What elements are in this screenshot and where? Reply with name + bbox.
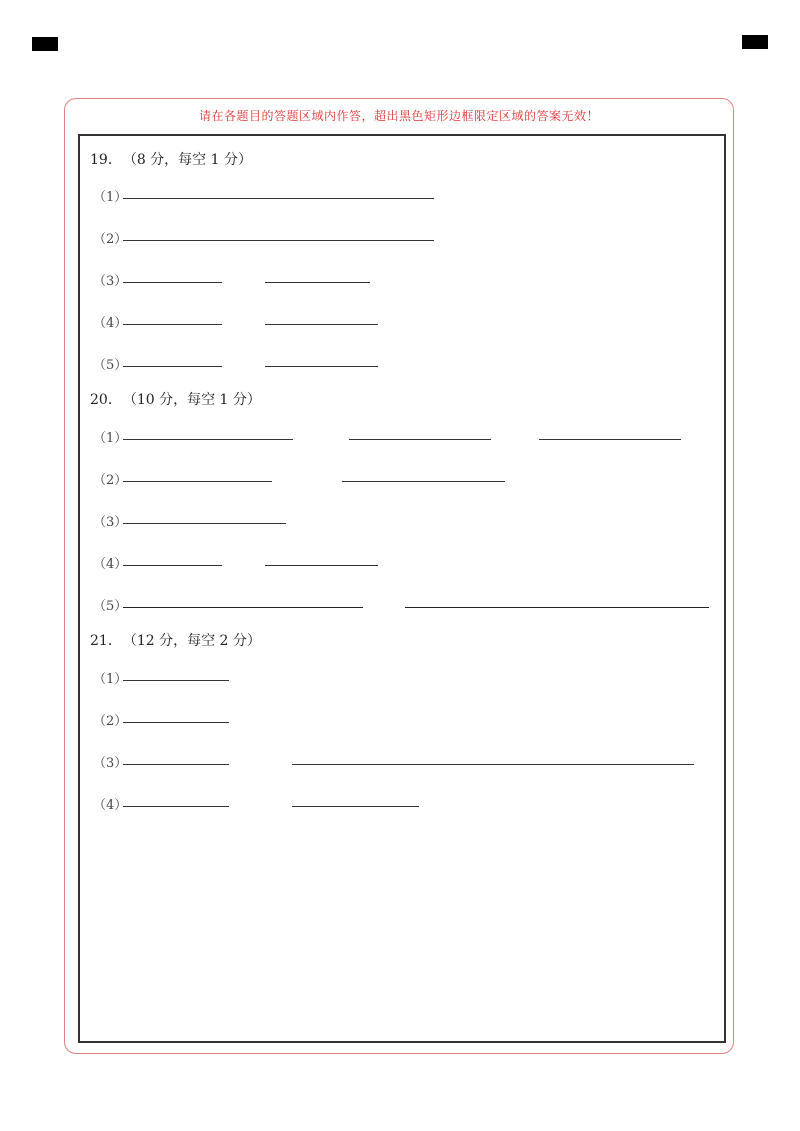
answer-blank[interactable] <box>123 511 286 524</box>
answer-blank[interactable] <box>342 469 505 482</box>
answer-blank[interactable] <box>123 469 272 482</box>
answer-blank[interactable] <box>123 710 229 723</box>
positioning-marker-right <box>742 35 768 49</box>
row-label: （3） <box>93 274 128 289</box>
positioning-marker-left <box>32 37 58 51</box>
answer-blank[interactable] <box>292 752 694 765</box>
question-number: 19． <box>90 152 122 168</box>
answer-blank[interactable] <box>123 752 229 765</box>
answer-blank[interactable] <box>349 427 491 440</box>
row-label: （3） <box>93 756 128 771</box>
question-score: （12 分，每空 2 分） <box>129 633 261 649</box>
row-label: （4） <box>93 557 128 572</box>
answer-blank[interactable] <box>123 553 222 566</box>
row-label: （4） <box>93 798 128 813</box>
answer-blank[interactable] <box>123 427 293 440</box>
answer-blank[interactable] <box>265 312 378 325</box>
answer-blank[interactable] <box>123 270 222 283</box>
row-label: （5） <box>93 358 128 373</box>
answer-blank[interactable] <box>123 312 222 325</box>
row-label: （1） <box>93 672 128 687</box>
row-label: （2） <box>93 473 128 488</box>
answer-area-notice: 请在各题目的答题区域内作答，超出黑色矩形边框限定区域的答案无效！ <box>198 109 599 123</box>
answer-blank[interactable] <box>123 228 434 241</box>
answer-blank[interactable] <box>292 794 419 807</box>
answer-blank[interactable] <box>265 354 378 367</box>
question-21-title <box>90 630 261 650</box>
answer-blank[interactable] <box>539 427 681 440</box>
row-label: （1） <box>93 431 128 446</box>
answer-blank[interactable] <box>123 595 363 608</box>
answer-blank[interactable] <box>265 270 370 283</box>
row-label: （2） <box>93 232 128 247</box>
row-label: （1） <box>93 190 128 205</box>
row-label: （5） <box>93 599 128 614</box>
question-number: 20． <box>90 392 122 408</box>
row-label: （3） <box>93 515 128 530</box>
question-score: （8 分，每空 1 分） <box>129 152 252 168</box>
question-score: （10 分，每空 1 分） <box>129 392 261 408</box>
answer-blank[interactable] <box>265 553 378 566</box>
answer-blank[interactable] <box>405 595 709 608</box>
question-number: 21． <box>90 633 122 649</box>
answer-blank[interactable] <box>123 186 434 199</box>
row-label: （4） <box>93 316 128 331</box>
row-label: （2） <box>93 714 128 729</box>
question-19-title <box>90 149 252 169</box>
answer-blank[interactable] <box>123 668 229 681</box>
answer-blank[interactable] <box>123 794 229 807</box>
answer-blank[interactable] <box>123 354 222 367</box>
question-20-title <box>90 389 261 409</box>
